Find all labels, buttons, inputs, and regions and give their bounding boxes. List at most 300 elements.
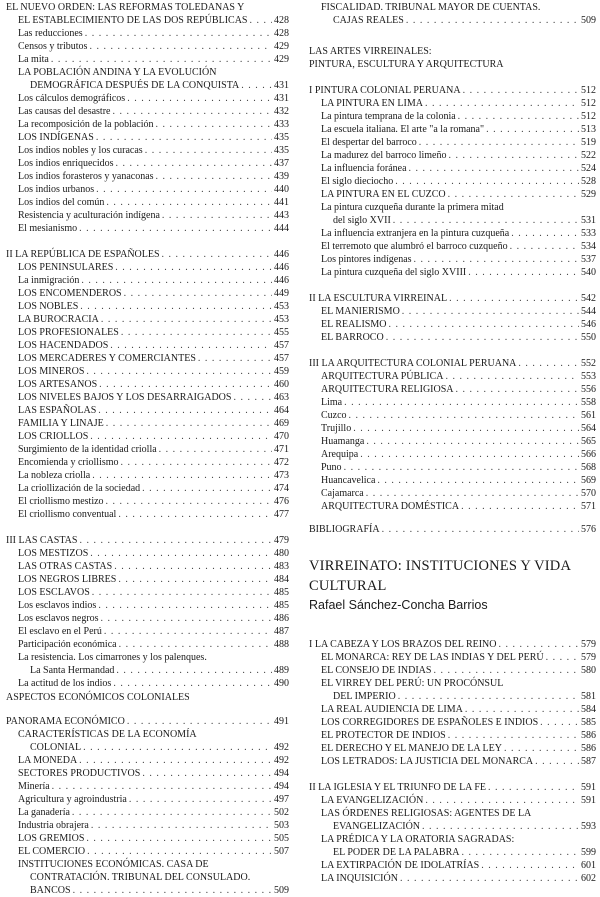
toc-entry-title: La influencia foránea [321, 163, 407, 174]
toc-entry-title: CARACTERÍSTICAS DE LA ECONOMÍA [18, 729, 197, 740]
toc-entry-page: 585 [581, 717, 596, 728]
toc-leader-dots [409, 163, 579, 175]
toc-leader-dots [449, 150, 580, 162]
toc-entry [6, 652, 289, 664]
toc-entry [6, 28, 289, 40]
toc-entry-title: LA POBLACIÓN ANDINA Y LA EVOLUCIÓN [18, 67, 217, 78]
toc-entry-page: 435 [274, 132, 289, 143]
toc-leader-dots [113, 678, 272, 690]
toc-leader-dots [129, 794, 272, 806]
toc-entry-title: El despertar del barroco [321, 137, 417, 148]
toc-entry [6, 67, 289, 79]
toc-leader-dots [104, 626, 272, 638]
toc-entry [309, 215, 596, 227]
toc-entry [6, 639, 289, 651]
toc-entry-page: 529 [581, 189, 596, 200]
toc-entry-title: Minería [18, 781, 50, 792]
toc-entry-title: La resistencia. Los cimarrones y los palenques. [18, 652, 207, 663]
toc-entry-title: Industria obrajera [18, 820, 89, 831]
toc-entry-title: LOS CRIOLLOS [18, 431, 89, 442]
toc-entry-page: 537 [581, 254, 596, 265]
toc-entry-page: 441 [274, 197, 289, 208]
toc-entry-title: I PINTURA COLONIAL PERUANA [309, 85, 461, 96]
toc-entry [309, 449, 596, 461]
toc-entry-title: LA PRÉDICA Y LA ORATORIA SAGRADAS: [321, 834, 515, 845]
toc-leader-dots [92, 470, 272, 482]
toc-entry [6, 145, 289, 157]
toc-entry-title: Lima [321, 397, 343, 408]
toc-entry [309, 475, 596, 487]
toc-entry [309, 202, 596, 214]
toc-entry-title: LA MONEDA [18, 755, 78, 766]
toc-entry-page: 469 [274, 418, 289, 429]
toc-entry-title: LOS MESTIZOS [18, 548, 89, 559]
toc-entry [6, 496, 289, 508]
toc-entry-page: 566 [581, 449, 596, 460]
toc-leader-dots [114, 561, 272, 573]
toc-entry-page: 542 [581, 293, 596, 304]
toc-leader-dots [425, 795, 579, 807]
toc-entry [6, 197, 289, 209]
toc-leader-dots [162, 210, 272, 222]
toc-leader-dots [511, 228, 579, 240]
toc-entry [6, 262, 289, 274]
toc-entry-title: LOS HACENDADOS [18, 340, 109, 351]
toc-entry-title: El criollismo mestizo [18, 496, 104, 507]
toc-entry [309, 743, 596, 755]
toc-leader-dots [241, 80, 272, 92]
toc-entry-title: LA EVANGELIZACIÓN [321, 795, 424, 806]
toc-entry-title: La madurez del barroco limeño [321, 150, 447, 161]
toc-entry-page: 580 [581, 665, 596, 676]
toc-entry-page: 602 [581, 873, 596, 884]
toc-entry-page: 522 [581, 150, 596, 161]
toc-entry-title: EVANGELIZACIÓN [333, 821, 421, 832]
toc-entry-page: 431 [274, 80, 289, 91]
toc-entry [309, 59, 596, 71]
toc-entry-title: LOS PROFESIONALES [18, 327, 119, 338]
toc-entry [309, 860, 596, 872]
toc-leader-dots [422, 821, 579, 833]
toc-entry-title: EL MONARCA: REY DE LAS INDIAS Y DEL PERÚ [321, 652, 544, 663]
toc-entry-title: LOS MERCADERES Y COMERCIANTES [18, 353, 196, 364]
toc-leader-dots [85, 28, 272, 40]
toc-leader-dots [124, 288, 272, 300]
toc-leader-dots [86, 366, 272, 378]
toc-entry-title: Huamanga [321, 436, 365, 447]
toc-entry-page: 491 [274, 716, 289, 727]
toc-entry-page: 437 [274, 158, 289, 169]
toc-entry-page: 477 [274, 509, 289, 520]
toc-leader-dots [481, 860, 579, 872]
toc-entry-title: EL NUEVO ORDEN: LAS REFORMAS TOLEDANAS Y [6, 2, 245, 13]
toc-entry-page: 570 [581, 488, 596, 499]
toc-entry [6, 444, 289, 456]
toc-leader-dots [86, 833, 272, 845]
toc-entry-title: Huancavelica [321, 475, 376, 486]
toc-entry-page: 474 [274, 483, 289, 494]
toc-entry-page: 593 [581, 821, 596, 832]
toc-entry-title: EL REALISMO [321, 319, 387, 330]
toc-entry-page: 591 [581, 782, 596, 793]
toc-entry-title: LA INQUISICIÓN [321, 873, 398, 884]
toc-entry-page: 489 [274, 665, 289, 676]
toc-leader-dots [110, 340, 272, 352]
toc-entry-title: Cajamarca [321, 488, 364, 499]
toc-entry [6, 2, 289, 14]
toc-entry [309, 371, 596, 383]
toc-entry-title: LA EXTIRPACIÓN DE IDOLATRÍAS [321, 860, 480, 871]
toc-entry [6, 314, 289, 326]
toc-entry [309, 358, 596, 370]
toc-entry [6, 600, 289, 612]
toc-entry [309, 436, 596, 448]
toc-entry-title: Los pintores indígenas [321, 254, 412, 265]
toc-entry-title: La influencia extranjera en la pintura cuzqueña [321, 228, 510, 239]
toc-entry-title: Las reducciones [18, 28, 83, 39]
toc-entry [6, 301, 289, 313]
toc-entry-title: Trujillo [321, 423, 352, 434]
toc-entry-title: INSTITUCIONES ECONÓMICAS. CASA DE [18, 859, 209, 870]
toc-leader-dots [461, 501, 579, 513]
toc-leader-dots [127, 93, 272, 105]
toc-entry-page: 513 [581, 124, 596, 135]
toc-leader-dots [119, 639, 272, 651]
toc-entry-page: 473 [274, 470, 289, 481]
toc-entry-title: LOS NOBLES [18, 301, 79, 312]
toc-entry-page: 476 [274, 496, 289, 507]
toc-leader-dots [145, 145, 272, 157]
toc-leader-dots [118, 574, 272, 586]
toc-entry-title: Los indios urbanos [18, 184, 95, 195]
toc-leader-dots [90, 431, 272, 443]
toc-entry [6, 548, 289, 560]
toc-entry-page: 428 [274, 15, 289, 26]
toc-entry-title: LAS ESPAÑOLAS [18, 405, 97, 416]
toc-entry-page: 569 [581, 475, 596, 486]
toc-entry [309, 834, 596, 846]
toc-entry [309, 254, 596, 266]
toc-entry-title: LA PINTURA EN LIMA [321, 98, 423, 109]
toc-entry-title: LAS ÓRDENES RELIGIOSAS: AGENTES DE LA [321, 808, 532, 819]
toc-entry-page: 490 [274, 678, 289, 689]
toc-leader-dots [51, 54, 272, 66]
toc-entry [6, 872, 289, 884]
toc-entry-page: 464 [274, 405, 289, 416]
toc-leader-dots [458, 111, 579, 123]
toc-leader-dots [72, 807, 272, 819]
toc-entry [6, 353, 289, 365]
toc-entry-title: Las causas del desastre [18, 106, 111, 117]
toc-entry-page: 507 [274, 846, 289, 857]
toc-leader-dots [87, 846, 272, 858]
toc-entry-page: 457 [274, 353, 289, 364]
toc-entry-page: 553 [581, 371, 596, 382]
toc-entry [6, 418, 289, 430]
toc-entry [309, 384, 596, 396]
toc-leader-dots [249, 15, 272, 27]
toc-leader-dots [446, 371, 579, 383]
toc-leader-dots [406, 15, 579, 27]
toc-entry-page: 505 [274, 833, 289, 844]
toc-entry [6, 470, 289, 482]
toc-leader-dots [419, 137, 579, 149]
toc-entry [309, 639, 596, 651]
toc-leader-dots [99, 379, 272, 391]
toc-entry-title: Surgimiento de la identidad criolla [18, 444, 157, 455]
toc-leader-dots [462, 847, 580, 859]
toc-entry-title: Arequipa [321, 449, 359, 460]
toc-entry-title: La pintura temprana de la colonia [321, 111, 456, 122]
toc-entry [309, 397, 596, 409]
toc-entry-title: III LA ARQUITECTURA COLONIAL PERUANA [309, 358, 517, 369]
toc-entry-title: Agricultura y agroindustria [18, 794, 127, 805]
toc-entry-page: 564 [581, 423, 596, 434]
toc-entry-page: 492 [274, 755, 289, 766]
toc-entry-page: 565 [581, 436, 596, 447]
toc-leader-dots [142, 768, 272, 780]
toc-entry-title: CAJAS REALES [333, 15, 404, 26]
section-title-line2: CULTURAL [309, 578, 387, 594]
toc-entry-title: El siglo dieciocho [321, 176, 394, 187]
toc-entry-page: 453 [274, 301, 289, 312]
toc-entry [6, 15, 289, 27]
toc-entry-page: 487 [274, 626, 289, 637]
toc-entry-page: 586 [581, 730, 596, 741]
toc-leader-dots [98, 600, 272, 612]
section-title-line1: VIRREINATO: INSTITUCIONES Y VIDA [309, 558, 572, 574]
toc-leader-dots [535, 756, 579, 768]
toc-entry [6, 807, 289, 819]
toc-entry [6, 288, 289, 300]
toc-entry-page: 429 [274, 41, 289, 52]
toc-leader-dots [159, 444, 272, 456]
toc-leader-dots [101, 613, 272, 625]
toc-leader-dots [116, 158, 272, 170]
toc-leader-dots [433, 665, 579, 677]
toc-entry [6, 859, 289, 871]
toc-entry-page: 558 [581, 397, 596, 408]
toc-leader-dots [142, 483, 272, 495]
toc-entry-page: 509 [274, 885, 289, 896]
toc-leader-dots [101, 314, 272, 326]
toc-entry-title: II LA ESCULTURA VIRREINAL [309, 293, 448, 304]
toc-entry-page: 470 [274, 431, 289, 442]
toc-entry-page: 494 [274, 768, 289, 779]
toc-entry [6, 210, 289, 222]
toc-entry [309, 501, 596, 513]
toc-leader-dots [402, 306, 579, 318]
toc-entry [309, 873, 596, 885]
toc-entry-title: El mesianismo [18, 223, 78, 234]
toc-entry [6, 171, 289, 183]
toc-entry-title: La escuela italiana. El arte "a la romana" [321, 124, 485, 135]
toc-entry [309, 488, 596, 500]
toc-entry [309, 462, 596, 474]
toc-entry [6, 833, 289, 845]
toc-entry-page: 552 [581, 358, 596, 369]
toc-entry [309, 704, 596, 716]
toc-entry [6, 54, 289, 66]
toc-entry-page: 484 [274, 574, 289, 585]
toc-entry-page: 455 [274, 327, 289, 338]
toc-leader-dots [98, 405, 272, 417]
toc-leader-dots [382, 524, 579, 536]
toc-entry-page: 587 [581, 756, 596, 767]
toc-entry [309, 652, 596, 664]
toc-entry [309, 756, 596, 768]
toc-entry-title: LOS ENCOMENDEROS [18, 288, 122, 299]
toc-leader-dots [504, 743, 579, 755]
toc-entry [6, 755, 289, 767]
toc-entry-page: 485 [274, 587, 289, 598]
toc-leader-dots [156, 119, 272, 131]
toc-entry-page: 531 [581, 215, 596, 226]
toc-leader-dots [344, 397, 579, 409]
toc-entry-title: El terremoto que alumbró el barroco cuzqueño [321, 241, 508, 252]
toc-leader-dots [414, 254, 579, 266]
toc-entry [6, 794, 289, 806]
section-author: Rafael Sánchez-Concha Barrios [309, 598, 488, 612]
toc-entry-title: EL PROTECTOR DE INDIOS [321, 730, 446, 741]
toc-leader-dots [92, 587, 272, 599]
toc-entry-page: 568 [581, 462, 596, 473]
toc-entry [309, 678, 596, 690]
toc-entry [309, 46, 596, 58]
toc-leader-dots [366, 436, 579, 448]
toc-entry [309, 665, 596, 677]
toc-entry-page: 494 [274, 781, 289, 792]
toc-entry-page: 463 [274, 392, 289, 403]
toc-entry-page: 509 [581, 15, 596, 26]
toc-leader-dots [156, 171, 272, 183]
toc-leader-dots [456, 384, 580, 396]
toc-entry-page: 459 [274, 366, 289, 377]
toc-entry-page: 446 [274, 249, 289, 260]
toc-entry [6, 93, 289, 105]
toc-entry-title: La actitud de los indios [18, 678, 112, 689]
toc-entry-page: 488 [274, 639, 289, 650]
toc-entry-page: 524 [581, 163, 596, 174]
toc-entry-title: EL DERECHO Y EL MANEJO DE LA LEY [321, 743, 502, 754]
toc-entry [6, 729, 289, 741]
toc-leader-dots [540, 717, 579, 729]
toc-leader-dots [106, 197, 272, 209]
toc-leader-dots [377, 475, 579, 487]
toc-leader-dots [115, 262, 272, 274]
toc-entry-page: 429 [274, 54, 289, 65]
toc-entry-title: LOS GREMIOS [18, 833, 85, 844]
toc-entry-title: Censos y tributos [18, 41, 88, 52]
toc-entry [309, 782, 596, 794]
toc-entry-title: LOS INDÍGENAS [18, 132, 94, 143]
toc-entry-page: 601 [581, 860, 596, 871]
toc-entry-title: LOS MINEROS [18, 366, 85, 377]
toc-entry [6, 768, 289, 780]
toc-entry [6, 405, 289, 417]
toc-entry [6, 431, 289, 443]
toc-entry-title: SECTORES PRODUCTIVOS [18, 768, 141, 779]
toc-entry-page: 433 [274, 119, 289, 130]
toc-entry-title: LAS OTRAS CASTAS [18, 561, 113, 572]
toc-entry-title: Los esclavos indios [18, 600, 97, 611]
toc-entry [6, 184, 289, 196]
toc-leader-dots [465, 704, 579, 716]
toc-entry-page: 528 [581, 176, 596, 187]
toc-entry-page: 586 [581, 743, 596, 754]
toc-entry-title: BIBLIOGRAFÍA [309, 524, 380, 535]
toc-leader-dots [398, 691, 579, 703]
toc-entry-title: Cuzco [321, 410, 347, 421]
toc-entry-title: EL PODER DE LA PALABRA [333, 847, 460, 858]
toc-entry-page: 432 [274, 106, 289, 117]
toc-entry [6, 223, 289, 235]
toc-entry [6, 885, 289, 897]
toc-entry [309, 150, 596, 162]
toc-entry-page: 497 [274, 794, 289, 805]
toc-leader-dots [400, 873, 579, 885]
toc-entry [309, 15, 596, 27]
toc-leader-dots [73, 885, 272, 897]
toc-leader-dots [112, 106, 272, 118]
toc-entry-title: LOS ARTESANOS [18, 379, 98, 390]
toc-entry-page: 460 [274, 379, 289, 390]
toc-entry [309, 808, 596, 820]
toc-entry-page: 480 [274, 548, 289, 559]
toc-entry-title: DEL IMPERIO [333, 691, 396, 702]
toc-entry-title: LOS NEGROS LIBRES [18, 574, 117, 585]
toc-entry [309, 293, 596, 305]
toc-entry-title: La pintura cuzqueña del siglo XVIII [321, 267, 467, 278]
toc-entry-title: EL ESTABLECIMIENTO DE LAS DOS REPÚBLICAS [18, 15, 248, 26]
toc-entry-page: 443 [274, 210, 289, 221]
toc-entry [309, 306, 596, 318]
toc-leader-dots [79, 755, 272, 767]
toc-entry-page: 492 [274, 742, 289, 753]
toc-entry-title: La criollización de la sociedad [18, 483, 141, 494]
toc-entry-page: 512 [581, 111, 596, 122]
toc-entry-title: La inmigración [18, 275, 80, 286]
toc-entry [309, 423, 596, 435]
toc-entry-page: 457 [274, 340, 289, 351]
toc-entry-title: BANCOS [30, 885, 71, 896]
toc-leader-dots [510, 241, 579, 253]
toc-entry [309, 137, 596, 149]
toc-entry-title: II LA IGLESIA Y EL TRIUNFO DE LA FE [309, 782, 487, 793]
toc-entry [309, 98, 596, 110]
toc-leader-dots [127, 716, 272, 728]
toc-leader-dots [386, 332, 579, 344]
toc-leader-dots [90, 548, 272, 560]
toc-entry-title: ARQUITECTURA DOMÉSTICA [321, 501, 460, 512]
toc-entry [6, 820, 289, 832]
toc-entry-title: Los cálculos demográficos [18, 93, 126, 104]
toc-leader-dots [360, 449, 579, 461]
toc-entry-title: LA BUROCRACIA [18, 314, 99, 325]
toc-entry [6, 119, 289, 131]
toc-entry [6, 587, 289, 599]
toc-entry-title: EL BARROCO [321, 332, 384, 343]
toc-entry-page: 428 [274, 28, 289, 39]
toc-leader-dots [79, 223, 272, 235]
toc-leader-dots [366, 488, 579, 500]
toc-entry-title: LA REAL AUDIENCIA DE LIMA [321, 704, 463, 715]
toc-entry-page: 584 [581, 704, 596, 715]
toc-leader-dots [81, 275, 272, 287]
toc-leader-dots [83, 742, 272, 754]
toc-entry-title: La recomposición de la población [18, 119, 154, 130]
toc-leader-dots [463, 85, 579, 97]
